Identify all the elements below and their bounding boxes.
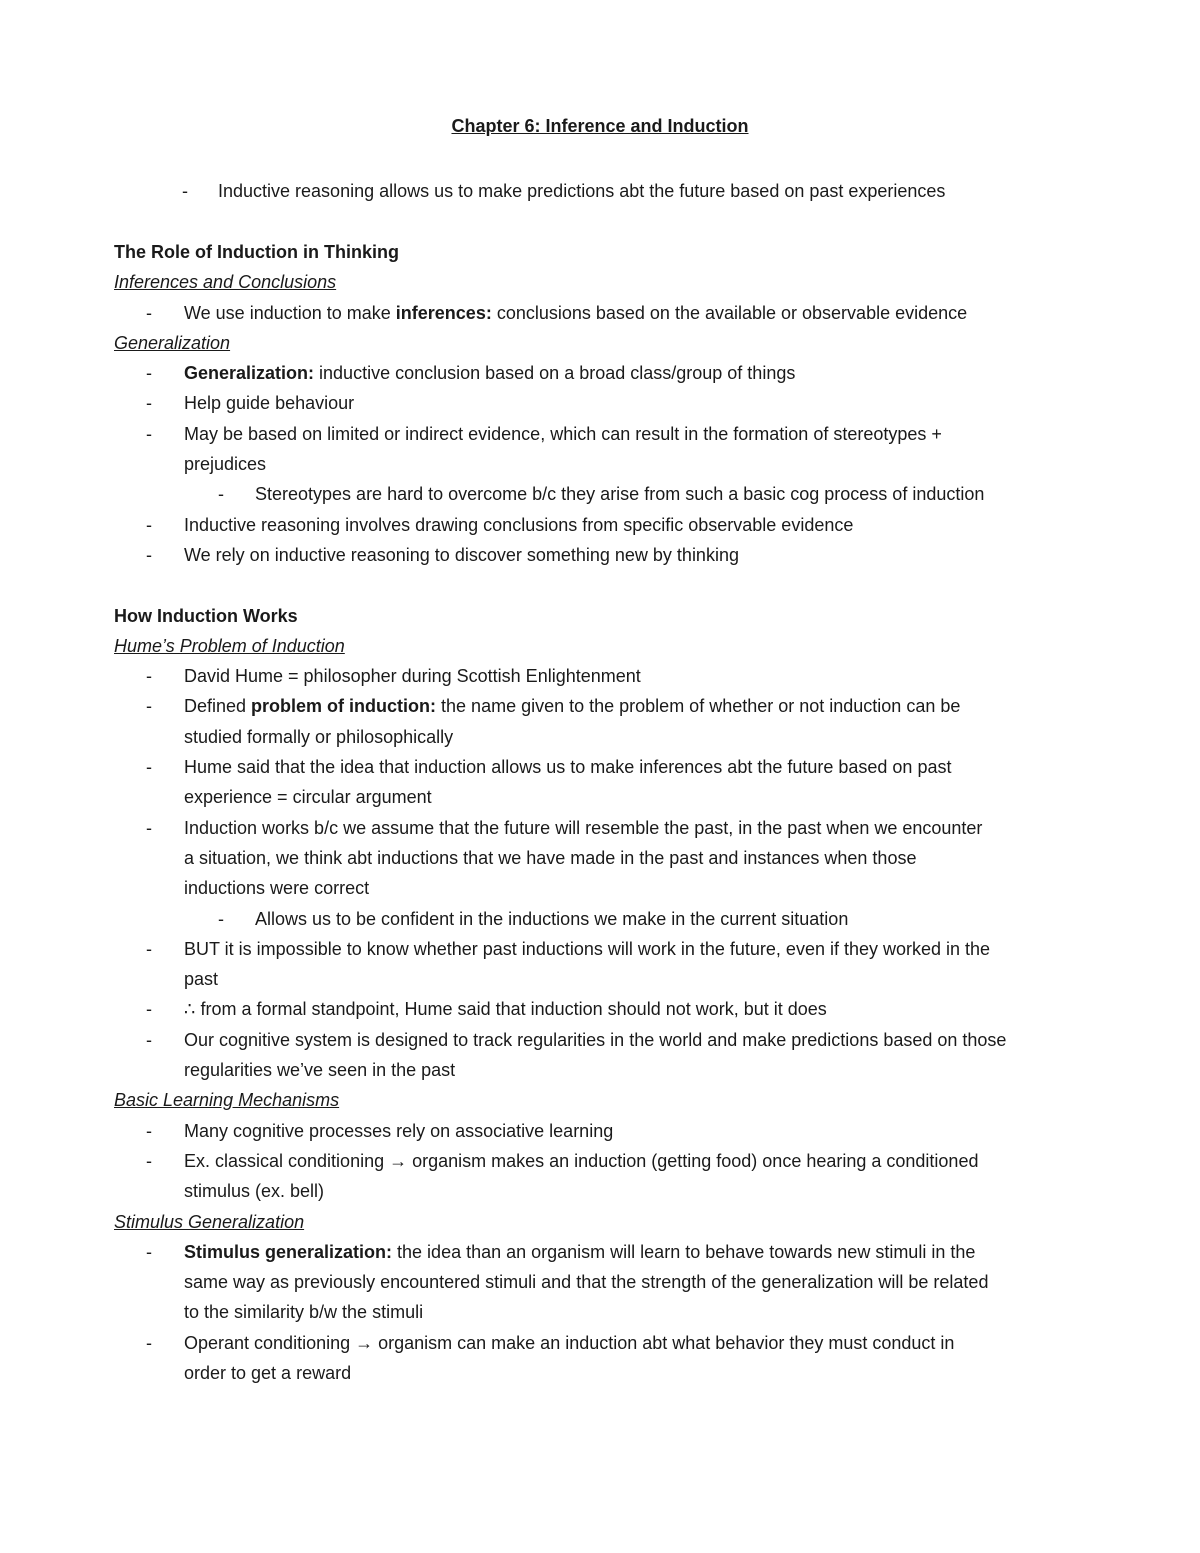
- list-item-continuation: stimulus (ex. bell): [184, 1181, 325, 1202]
- intro-text: Inductive reasoning allows us to make predictions abt the future based on past experiences: [218, 181, 946, 201]
- subsection-heading: Hume’s Problem of Induction: [114, 635, 345, 656]
- bullet-dash: -: [146, 514, 152, 535]
- blank-line: [114, 570, 1114, 600]
- bullet-dash: -: [146, 423, 152, 444]
- bullet-dash: -: [146, 1120, 152, 1141]
- list-item-continuation: a situation, we think abt inductions that we have made in the past and instances when those: [184, 847, 917, 868]
- bullet-dash: -: [146, 696, 152, 717]
- section-heading: The Role of Induction in Thinking: [114, 242, 399, 262]
- bullet-dash: -: [146, 393, 152, 414]
- key-term: Stimulus generalization:: [184, 1241, 393, 1262]
- subsection-heading: Generalization: [114, 332, 231, 353]
- bullet-dash: -: [146, 302, 152, 323]
- list-item-continuation: regularities we’ve seen in the past: [184, 1060, 456, 1081]
- sub-list-item: - Stereotypes are hard to overcome b/c they arise from such a basic cog process of induction: [114, 479, 1114, 509]
- list-item: - Generalization: inductive conclusion based on a broad class/group of things: [114, 358, 1114, 388]
- list-item: - Operant conditioning → organism can make an induction abt what behavior they must conduct in: [114, 1328, 1114, 1358]
- bullet-dash: -: [146, 1332, 152, 1353]
- bullet-dash: -: [182, 181, 188, 201]
- list-item-continuation: same way as previously encountered stimuli and that the strength of the generalization will be related: [184, 1272, 989, 1293]
- list-item: - Inductive reasoning involves drawing conclusions from specific observable evidence: [114, 510, 1114, 540]
- key-term: problem of induction:: [251, 696, 437, 717]
- list-item: - Ex. classical conditioning → organism makes an induction (getting food) once hearing a conditioned: [114, 1146, 1114, 1176]
- list-item: - Defined problem of induction: the name given to the problem of whether or not induction can be: [114, 691, 1114, 721]
- bullet-dash: -: [146, 363, 152, 384]
- list-item-continuation: studied formally or philosophically: [184, 726, 454, 747]
- section-heading: How Induction Works: [114, 605, 298, 626]
- list-item: - Many cognitive processes rely on associative learning: [114, 1116, 1114, 1146]
- list-item-continuation: prejudices: [184, 454, 267, 475]
- bullet-dash: -: [218, 484, 224, 505]
- list-item: - Stimulus generalization: the idea than an organism will learn to behave towards new stimuli in the: [114, 1237, 1114, 1267]
- bullet-dash: -: [146, 1241, 152, 1262]
- bullet-dash: -: [146, 817, 152, 838]
- list-item: - Induction works b/c we assume that the future will resemble the past, in the past when we encounter: [114, 813, 1114, 843]
- list-item: - We rely on inductive reasoning to discover something new by thinking: [114, 540, 1114, 570]
- bullet-dash: -: [146, 938, 152, 959]
- list-item-continuation: to the similarity b/w the stimuli: [184, 1302, 424, 1323]
- list-item: - Our cognitive system is designed to track regularities in the world and make predictions based on those: [114, 1025, 1114, 1055]
- key-term: inferences:: [395, 302, 492, 323]
- bullet-dash: -: [146, 999, 152, 1020]
- bullet-dash: -: [146, 757, 152, 778]
- bullet-dash: -: [218, 908, 224, 929]
- list-item-continuation: order to get a reward: [184, 1362, 352, 1383]
- list-item-continuation: experience = circular argument: [184, 787, 432, 808]
- subsection-heading: Basic Learning Mechanisms: [114, 1090, 340, 1111]
- list-item: - May be based on limited or indirect evidence, which can result in the formation of stereotypes +: [114, 419, 1114, 449]
- list-item: - David Hume = philosopher during Scottish Enlightenment: [114, 661, 1114, 691]
- list-item: - BUT it is impossible to know whether past inductions will work in the future, even if they worked in the: [114, 934, 1114, 964]
- document-body: [114, 237, 1114, 1388]
- subsection-heading: Inferences and Conclusions: [114, 272, 337, 293]
- sub-list-item: - Allows us to be confident in the inductions we make in the current situation: [114, 904, 1114, 934]
- list-item: - We use induction to make inferences: conclusions based on the available or observable evidence: [114, 298, 1114, 328]
- bullet-dash: -: [146, 1150, 152, 1171]
- intro-bullet: [0, 176, 1200, 206]
- bullet-dash: -: [146, 1029, 152, 1050]
- page-title: Chapter 6: Inference and Induction: [451, 116, 749, 136]
- list-item-continuation: past: [184, 969, 219, 990]
- key-term: Generalization:: [184, 363, 315, 384]
- list-item: - Hume said that the idea that induction allows us to make inferences abt the future based on past: [114, 752, 1114, 782]
- list-item: - Help guide behaviour: [114, 388, 1114, 418]
- bullet-dash: -: [146, 666, 152, 687]
- subsection-heading: Stimulus Generalization: [114, 1211, 305, 1232]
- bullet-dash: -: [146, 544, 152, 565]
- list-item: - ∴ from a formal standpoint, Hume said that induction should not work, but it does: [114, 994, 1114, 1024]
- list-item-continuation: inductions were correct: [184, 878, 370, 899]
